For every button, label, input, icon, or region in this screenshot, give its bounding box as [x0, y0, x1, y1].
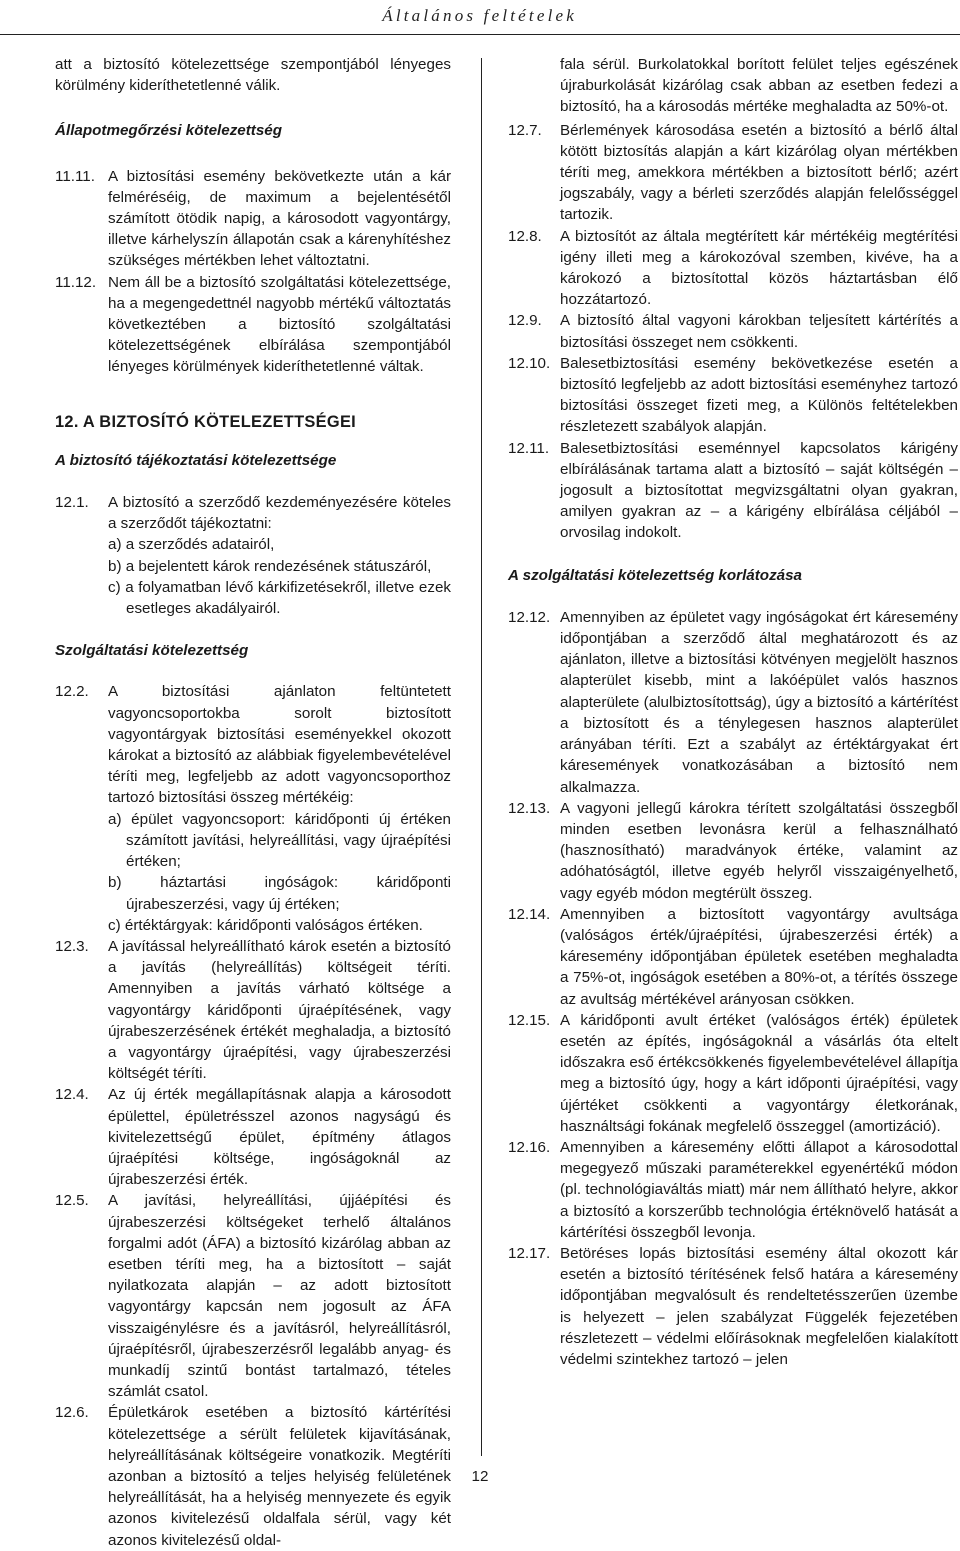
clause-number: 12.1.	[55, 494, 89, 512]
clause-number: 12.11.	[508, 439, 550, 457]
clause-12-1	[55, 492, 451, 619]
clause-text: A biztosítási esemény bekövetkezte után a kár felméréséig, de maximum a bejelentésétől számított ötödik napig, a károsodott vagyontárgy, illetve kárhelyszín állapotán csak a kárenyhítéshez szükséges mértékben lehet változtatni.	[108, 167, 451, 270]
clause-text: Nem áll be a biztosító szolgáltatási kötelezettsége, ha a megengedettnél nagyobb mértékű változtatás következtében a biztosító szolgáltatási kötelezettségének elbírálása szempontjából lényeges körülmények kideríthetetlenné váltak.	[108, 273, 451, 376]
clause-12-10	[508, 353, 958, 438]
clause-12-9	[508, 310, 958, 352]
list-item-a: a) a szerződés adatairól,	[108, 536, 275, 554]
right-column	[508, 54, 958, 1370]
list-item-c: c) értéktárgyak: káridőponti valóságos értéken.	[108, 916, 423, 934]
clause-number: 12.3.	[55, 937, 89, 955]
page-header	[0, 0, 960, 35]
column-divider	[481, 58, 482, 1456]
heading-service-limit: A szolgáltatási kötelezettség korlátozása	[508, 566, 803, 584]
clause-11-12	[55, 272, 451, 378]
chapter-title: 12. A BIZTOSÍTÓ KÖTELEZETTSÉGEI	[55, 412, 357, 431]
clause-12-16	[508, 1137, 958, 1243]
clause-number: 12.16.	[508, 1138, 551, 1156]
clause-12-3	[55, 936, 451, 1084]
left-intro: att a biztosító kötelezettsége szempontjából lényeges körülmény kideríthetetlenné válik.	[55, 56, 451, 95]
clause-12-15	[508, 1010, 958, 1137]
clause-number: 12.6.	[55, 1404, 89, 1422]
clause-number: 12.8.	[508, 227, 542, 245]
list-item-b: b) a bejelentett károk rendezésének státuszáról,	[108, 557, 432, 575]
continued-text: fala sérül. Burkolatokkal borított felület teljes egészének újraburkolását kizárólag csak abban az esetben fedezi a biztosító, ha a károsodás mértéke meghaladta az 50%-ot.	[560, 56, 958, 116]
clause-text: A biztosító a szerződő kezdeményezésére köteles a szerződőt tájékoztatni:	[108, 494, 451, 533]
clause-text: Betöréses lopás biztosítási esemény által okozott kár esetén a biztosító térítésének felső határa a káresemény időpontjában megvalósult és rendeltetésszerűen üzembe is helyezett – jelen szabályzat Függelék fejezetében részletezett – védelmi előírásoknak megfelelően kialakított védelmi szintekhez tartozó – jelen	[560, 1244, 958, 1368]
clause-text: Az új érték megállapításnak alapja a károsodott épülettel, épületrésszel azonos nagyságú és kivitelezettségű épület, építmény átlagos újraépítési költsége, ingóságoknál az újrabeszerzési érték.	[108, 1086, 451, 1189]
clause-text: A biztosítási ajánlaton feltüntetett vagyoncsoportokba sorolt biztosított vagyontárgyak biztosítási eseményekkel okozott károkat a biztosító az alábbiak figyelembevételével téríti meg, legfeljebb az adott vagyoncsoporthoz tartozó biztosítási összeg mértékéig:	[108, 683, 451, 807]
left-column	[55, 54, 451, 1551]
clause-text: Amennyiben a biztosított vagyontárgy avultsága (valóságos érték/újraépítési, újrabeszerzési érték) a káresemény időpontjában épületek esetében meghaladta a 75%-ot, ingóságok esetében a 80%-ot, a térítés összege az avultság mértékével arányosan csökken.	[560, 905, 958, 1008]
clause-12-11	[508, 438, 958, 544]
heading-information-duty: A biztosító tájékoztatási kötelezettsége	[55, 451, 337, 469]
clause-text: Balesetbiztosítási esemény bekövetkezése esetén a biztosító legfeljebb az adott biztosítási eseményhez tartozó biztosítási összeget fizeti meg, a Különös feltételekben részletezett szabályok alapján.	[560, 354, 958, 436]
clause-number: 12.15.	[508, 1011, 551, 1029]
list-item-a: a) épület vagyoncsoport: káridőponti új értéken számított javítási, helyreállítási, vagy újraépítési értéken;	[108, 810, 451, 871]
list-item-b: b) háztartási ingóságok: káridőponti újrabeszerzési, vagy új értéken;	[108, 874, 451, 913]
clause-12-13	[508, 798, 958, 904]
clause-number: 12.2.	[55, 683, 89, 701]
clause-text: Amennyiben a káresemény előtti állapot a károsodottal megegyező műszaki paraméterekkel egyenértékű módon (pl. technológiaváltás miatt) már nem állítható helyre, akkor a biztosító a korszerűbb technológia értéknövelő hatását a kártérítési összegből levonja.	[560, 1138, 958, 1241]
clause-text: A javítási, helyreállítási, újjáépítési és újrabeszerzési költségeket terhelő általános forgalmi adót (ÁFA) a biztosító kizárólag abban az esetben téríti meg, ha a biztosított – saját nyilatkozata alapján – az adott biztosított vagyontárgy kapcsán nem jogosult az ÁFA visszaigénylésre és a javításról, helyreállításról, újraépítésről, újrabeszerzésről legalább anyag- és munkadíj szintű bontást tartalmazó, tételes számlát csatol.	[108, 1192, 451, 1401]
clause-text: A javítással helyreállítható károk esetén a biztosító a javítás (helyreállítás) költségeit téríti. Amennyiben a javítás várható költsége a vagyontárgy káridőponti újraépítésének, vagy újrabeszerzésének értékét meghaladja, a biztosító a vagyontárgy újraépítési, vagy újrabeszerzési költségét téríti.	[108, 937, 451, 1083]
heading-service-duty: Szolgáltatási kötelezettség	[55, 642, 249, 660]
right-intro	[508, 54, 958, 118]
page-number: 12	[471, 1468, 489, 1485]
clause-12-4	[55, 1084, 451, 1190]
clause-12-5	[55, 1190, 451, 1402]
list-item-c: c) a folyamatban lévő kárkifizetésekről, illetve ezek esetleges akadályairól.	[108, 578, 451, 618]
header-title: Általános feltételek	[382, 6, 577, 25]
heading-state-preservation: Állapotmegőrzési kötelezettség	[55, 122, 283, 140]
clause-text: A káridőponti avult értéket (valóságos érték) épületek esetén az építés, ingóságoknál a vásárlás óta eltelt időszakra eső értékcsökkenés figyelembevételével állapítja meg a biztosító úgy, hogy a kárt időponti újraépítési, vagy újértéket csökkenti a vagyontárgy életkorának, használtsági fokának megfelelő összeggel (amortizáció).	[560, 1011, 958, 1135]
clause-12-17	[508, 1243, 958, 1370]
clause-text: A vagyoni jellegű károkra térített szolgáltatási összegből minden esetben levonásra kerül a felhasználható (hasznosítható) maradványok értéke, valamint az adóhatóságtól, illetve egyéb helyről visszaigényelhető, vagy egyéb módon megtérült összeg.	[560, 799, 958, 902]
clause-number: 12.4.	[55, 1086, 89, 1104]
clause-12-14	[508, 904, 958, 1010]
clause-number: 12.14.	[508, 905, 551, 923]
clause-number: 11.12.	[55, 273, 97, 291]
clause-text: Balesetbiztosítási eseménnyel kapcsolatos kárigény elbírálásának tartama alatt a biztosító – saját költségén – jogosult a biztosítottat megvizsgáltatni olyan gyakran, amilyen gyakran az – a kárigény elbírálása céljából – orvosilag indokolt.	[560, 439, 958, 542]
clause-text: A biztosító által vagyoni károkban teljesített kártérítés a biztosítási összeget nem csökkenti.	[560, 312, 958, 351]
clause-number: 12.13.	[508, 799, 551, 817]
clause-number: 12.10.	[508, 354, 551, 372]
clause-12-2	[55, 681, 451, 935]
clause-text: Épületkárok esetében a biztosító kártérítési kötelezettsége a sérült felületek kijavításának, helyreállításának költségeire vonatkozik. Megtéríti azonban a biztosító a teljes helyiség felületének helyreállítását, ha a helyiség mennyezete és egyik azonos kivitelezésű oldalfala sérül, vagy két azonos kivitelezésű oldal-	[108, 1404, 451, 1549]
clause-number: 12.17.	[508, 1244, 551, 1262]
clause-text: Amennyiben az épületet vagy ingóságokat ért káresemény időpontjában a szerződő által meghatározott és az ajánlaton, illetve a biztosítási kötvényen megjelölt hasznos alapterület kisebb, mint a lakóépület valós hasznos alapterülete (alulbiztosítottság), úgy a biztosító a kártérítést a biztosított és a ténylegesen hasznos alapterület arányában téríti. Ezt a szabályt az értéktárgyakat ért káresemények vonatkozásában a biztosító nem alkalmazza.	[560, 608, 958, 796]
clause-number: 12.9.	[508, 312, 542, 330]
clause-text: Bérlemények károsodása esetén a biztosító a bérlő által kötött biztosítás alapján a kárt kizárólag olyan mértékben téríti meg, amekkora mértékben a biztosított bérlő; azért jogszabály, vagy a bérleti szerződés alapján felelősséggel tartozik.	[560, 121, 958, 224]
clause-12-12	[508, 607, 958, 798]
clause-number: 11.11.	[55, 167, 95, 185]
clause-number: 12.7.	[508, 121, 542, 139]
clause-text: A biztosítót az általa megtérített kár mértékéig megtérítési igény illeti meg a károkozóval szemben, kivéve, ha a károkozó a biztosítottal közös háztartásban élő hozzátartozó.	[560, 227, 958, 309]
clause-number: 12.12.	[508, 608, 551, 626]
clause-12-7	[508, 120, 958, 226]
clause-12-8	[508, 226, 958, 311]
clause-number: 12.5.	[55, 1192, 89, 1210]
clause-11-11	[55, 166, 451, 272]
